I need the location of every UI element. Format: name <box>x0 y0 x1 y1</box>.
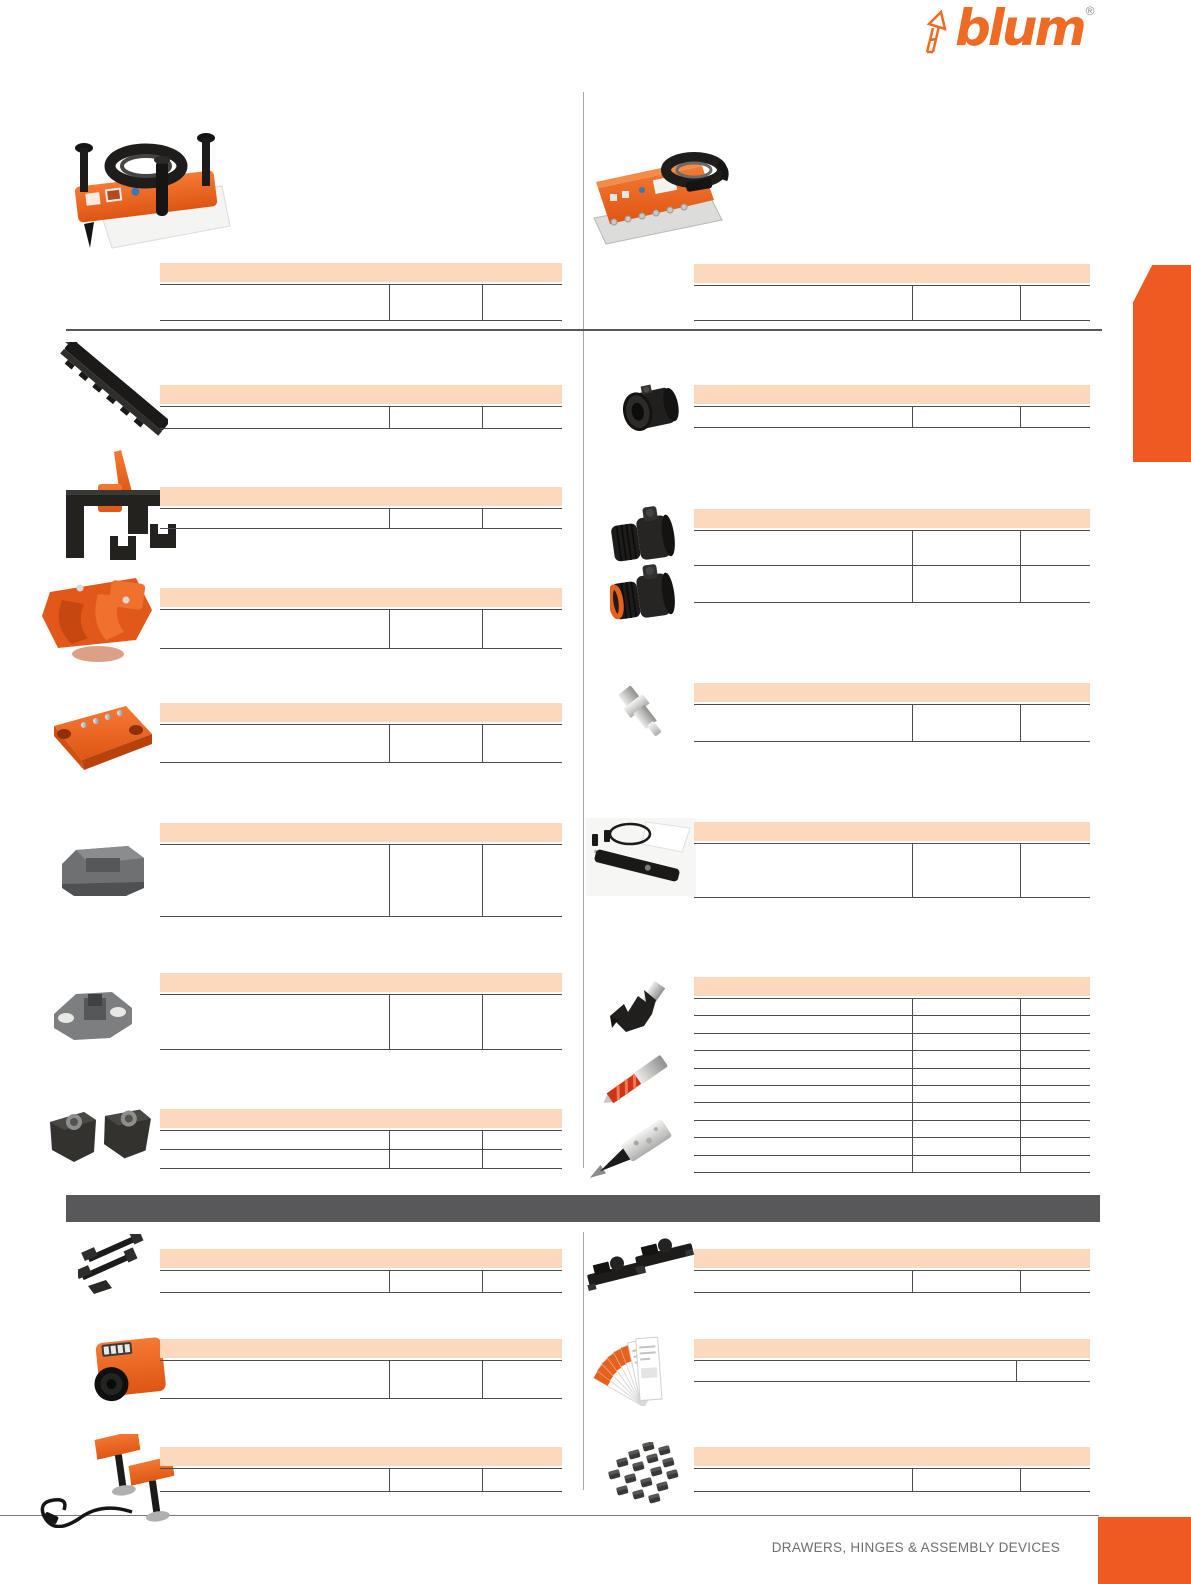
drill-spindle-adapter-image <box>612 684 672 747</box>
table-cell <box>912 1016 1021 1032</box>
table-row <box>160 1130 562 1149</box>
table-cell <box>694 1138 912 1154</box>
table-cell <box>912 1103 1021 1119</box>
table-header-band <box>160 588 562 607</box>
product-table <box>694 822 1090 898</box>
drill-bushing-image <box>616 382 684 447</box>
product-table <box>694 1447 1090 1492</box>
table-header-band <box>160 1447 562 1466</box>
table-cell <box>1021 1121 1090 1137</box>
product-table <box>694 264 1090 321</box>
table-cell <box>694 1271 912 1292</box>
table-header-band <box>160 263 562 282</box>
table-cell <box>912 286 1021 320</box>
table-cell <box>1021 1138 1090 1154</box>
table-cell <box>389 1131 483 1149</box>
table-header-band <box>160 1249 562 1268</box>
table-cell <box>1021 1051 1090 1067</box>
table-header-band <box>694 1339 1090 1358</box>
table-cell <box>912 1271 1021 1292</box>
table-cell <box>912 1138 1021 1154</box>
table-row <box>694 1050 1090 1067</box>
table-cell <box>694 705 912 741</box>
table-cell <box>1021 999 1090 1015</box>
drill-bit-table <box>694 977 1090 1173</box>
page-corner-block <box>1098 1517 1191 1584</box>
table-cell <box>389 285 483 320</box>
product-table <box>694 385 1090 428</box>
table-cell <box>694 1361 1017 1381</box>
product-table <box>160 263 562 321</box>
blum-arrow-icon <box>920 10 954 56</box>
template-kit-image <box>586 818 696 901</box>
table-row <box>160 284 562 321</box>
table-header-band <box>694 385 1090 404</box>
table-cell <box>1021 1156 1090 1172</box>
drilling-template-machine-image <box>64 126 236 263</box>
section-banner <box>66 1195 1100 1222</box>
table-cell <box>1021 1103 1090 1119</box>
table-row <box>694 530 1090 565</box>
table-cell <box>1021 1271 1090 1292</box>
table-cell <box>160 845 389 916</box>
table-row <box>160 1468 562 1492</box>
table-cell <box>912 1156 1021 1172</box>
dowel-drill-bit-image <box>594 1036 682 1113</box>
table-cell <box>389 1271 483 1292</box>
footer-category-label: DRAWERS, HINGES & ASSEMBLY DEVICES <box>771 1540 1060 1555</box>
table-cell <box>1021 1016 1090 1032</box>
orange-bracket-image <box>40 570 158 671</box>
table-cell <box>389 995 483 1049</box>
table-row <box>694 565 1090 603</box>
table-cell <box>694 1156 912 1172</box>
table-row <box>694 1137 1090 1154</box>
table-cell <box>694 1086 912 1102</box>
instruction-leaflets-image <box>588 1334 688 1411</box>
registered-mark: ® <box>1085 4 1095 18</box>
gray-adapter-block-image <box>56 838 148 905</box>
chapter-side-tab <box>1133 265 1191 462</box>
table-row <box>694 1270 1090 1293</box>
table-cell <box>912 407 1021 427</box>
table-cell <box>912 844 1021 897</box>
table-cell <box>389 1469 483 1491</box>
table-cell <box>694 286 912 320</box>
product-table <box>160 487 562 529</box>
column-divider-upper <box>583 92 584 1168</box>
table-header-band <box>160 703 562 722</box>
table-cell <box>483 407 562 428</box>
product-table <box>694 1339 1090 1382</box>
table-header-band <box>160 1339 562 1358</box>
mounting-rail-image <box>58 342 168 443</box>
table-row <box>694 285 1090 321</box>
table-cell <box>1021 286 1090 320</box>
table-row <box>694 1068 1090 1085</box>
table-row <box>160 844 562 917</box>
table-cell <box>483 285 562 320</box>
product-table <box>160 1339 562 1399</box>
table-cell <box>694 1051 912 1067</box>
table-header-band <box>694 1447 1090 1466</box>
table-cell <box>483 1131 562 1149</box>
table-cell <box>389 407 483 428</box>
table-cell <box>483 509 562 528</box>
product-table <box>160 588 562 649</box>
table-cell <box>694 1016 912 1032</box>
table-row <box>694 843 1090 898</box>
track-connector-image <box>586 1236 694 1303</box>
table-row <box>694 1102 1090 1119</box>
table-cell <box>1021 1034 1090 1050</box>
product-table <box>694 509 1090 603</box>
table-cell <box>483 1150 562 1168</box>
product-table <box>160 385 562 429</box>
table-cell <box>912 999 1021 1015</box>
table-row <box>160 994 562 1050</box>
table-cell <box>160 1469 389 1491</box>
product-table <box>160 823 562 917</box>
table-row <box>160 609 562 649</box>
table-cell <box>483 1271 562 1292</box>
table-row <box>694 406 1090 428</box>
table-cell <box>483 1469 562 1491</box>
table-header-band <box>694 977 1090 996</box>
blum-logo <box>920 2 1100 58</box>
product-table <box>160 703 562 763</box>
table-cell <box>160 285 389 320</box>
table-header-band <box>694 1249 1090 1268</box>
table-cell <box>912 531 1021 565</box>
table-cell <box>160 1150 389 1168</box>
clamp-parts-image <box>78 1234 154 1305</box>
product-table <box>694 683 1090 742</box>
table-cell <box>1017 1361 1090 1381</box>
table-cell <box>694 407 912 427</box>
product-table <box>160 1109 562 1169</box>
table-cell <box>160 995 389 1049</box>
table-row <box>160 1270 562 1293</box>
table-cell <box>1021 531 1090 565</box>
table-header-band <box>694 683 1090 702</box>
table-cell <box>483 1361 562 1398</box>
table-cell <box>1021 705 1090 741</box>
marking-bit-image <box>584 1104 690 1185</box>
table-cell <box>389 1361 483 1398</box>
section-rule <box>66 329 1102 331</box>
table-row <box>160 1360 562 1399</box>
table-row <box>694 1155 1090 1173</box>
table-cell <box>483 845 562 916</box>
metal-bracket-pair-image <box>44 1100 152 1175</box>
table-cell <box>1021 1069 1090 1085</box>
table-cell <box>160 1361 389 1398</box>
table-cell <box>694 1034 912 1050</box>
table-row <box>160 508 562 529</box>
table-header-band <box>160 973 562 992</box>
table-header-band <box>160 487 562 506</box>
table-cell <box>160 509 389 528</box>
table-row <box>694 704 1090 742</box>
logo-wordmark: blum <box>955 0 1084 57</box>
table-header-band <box>160 823 562 842</box>
table-cell <box>694 1469 912 1491</box>
table-cell <box>160 1271 389 1292</box>
table-row <box>694 1360 1090 1382</box>
table-cell <box>483 995 562 1049</box>
product-table <box>160 973 562 1050</box>
table-cell <box>389 725 483 762</box>
table-cell <box>483 610 562 648</box>
table-cell <box>1021 844 1090 897</box>
table-cell <box>912 1121 1021 1137</box>
gray-mounting-bracket-image <box>50 984 136 1051</box>
table-header-band <box>694 822 1090 841</box>
table-cell <box>912 705 1021 741</box>
table-cell <box>694 1069 912 1085</box>
table-cell <box>694 1103 912 1119</box>
table-cell <box>160 1131 389 1149</box>
column-divider-lower <box>583 1232 584 1490</box>
table-cell <box>389 845 483 916</box>
table-header-band <box>694 264 1090 283</box>
table-cell <box>694 566 912 602</box>
table-header-band <box>694 509 1090 528</box>
table-row <box>694 1120 1090 1137</box>
table-cell <box>1021 1086 1090 1102</box>
table-cell <box>1021 1469 1090 1491</box>
forstner-bit-image <box>602 980 676 1043</box>
product-table <box>160 1447 562 1492</box>
table-cell <box>694 999 912 1015</box>
table-header-band <box>160 385 562 404</box>
table-cell <box>912 1469 1021 1491</box>
boring-machine-image <box>590 144 748 261</box>
table-cell <box>389 610 483 648</box>
table-cell <box>912 1086 1021 1102</box>
table-cell <box>912 566 1021 602</box>
product-table <box>160 1249 562 1293</box>
table-cell <box>694 1121 912 1137</box>
table-row <box>694 1033 1090 1050</box>
table-cell <box>912 1069 1021 1085</box>
table-row <box>160 724 562 763</box>
mounting-plate-image <box>40 700 154 785</box>
table-cell <box>694 844 912 897</box>
table-cell <box>912 1051 1021 1067</box>
table-cell <box>160 407 389 428</box>
table-row <box>694 1015 1090 1032</box>
table-row <box>160 1149 562 1169</box>
product-table <box>694 1249 1090 1293</box>
table-cell <box>694 531 912 565</box>
small-parts-set-image <box>604 1442 682 1513</box>
table-row <box>160 406 562 429</box>
table-cell <box>1021 566 1090 602</box>
table-row <box>694 1085 1090 1102</box>
table-cell <box>483 725 562 762</box>
table-cell <box>160 610 389 648</box>
table-cell <box>912 1034 1021 1050</box>
table-cell <box>1021 407 1090 427</box>
table-header-band <box>160 1109 562 1128</box>
table-row <box>694 1468 1090 1492</box>
table-cell <box>389 1150 483 1168</box>
table-row <box>694 998 1090 1015</box>
table-cell <box>160 725 389 762</box>
table-cell <box>389 509 483 528</box>
coupling-pair-image <box>610 505 690 630</box>
